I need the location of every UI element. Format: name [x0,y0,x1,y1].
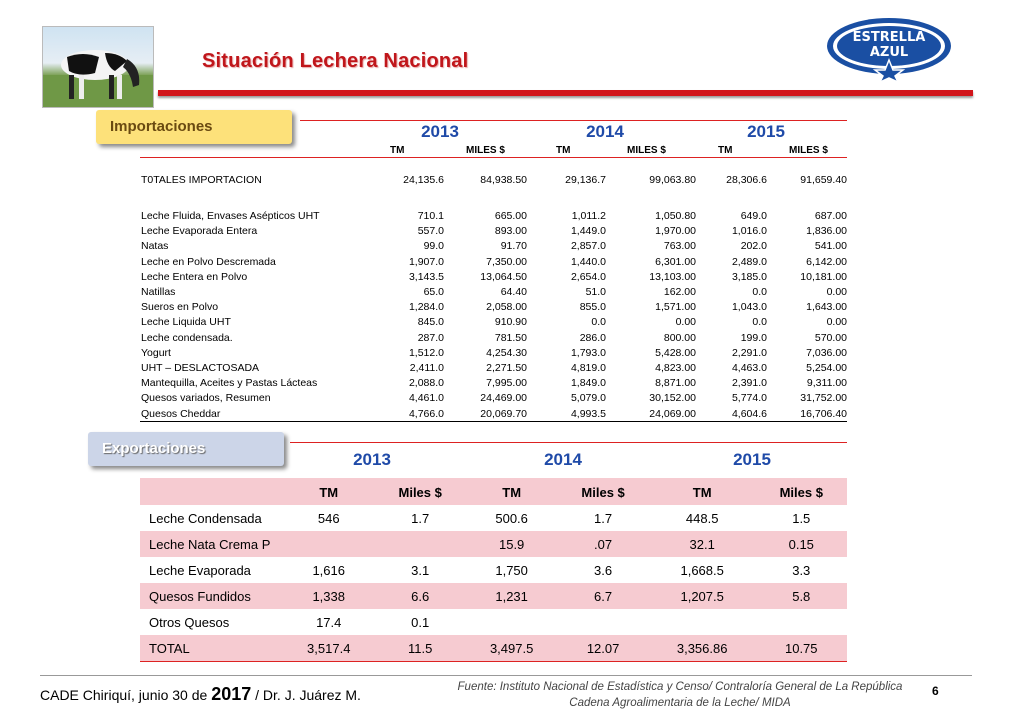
estrella-azul-logo [824,16,954,82]
table-row [140,557,847,583]
cell: 24,135.6 [403,174,444,186]
export-year-2014: 2014 [544,450,582,469]
cell: 1,338 [283,583,374,609]
cell: 2,654.0 [570,270,606,283]
cell: 2,857.0 [570,240,606,253]
cell: 3.3 [792,562,811,578]
import-top-line [300,120,847,121]
logo-text-azul: AZUL [869,45,909,60]
cell: 781.50 [494,331,527,344]
cell: 1,643.00 [806,301,847,314]
row-label: Leche Evaporada Entera [141,225,258,238]
row-label: Leche Fluida, Envases Asépticos UHT [141,210,320,222]
cell [557,609,648,635]
cell: 1,011.2 [571,210,606,222]
cell: 3,497.5 [466,635,557,662]
subheader-miles: MILES $ [789,145,828,156]
cell: 91.70 [500,240,527,253]
logo-text-estrella: ESTRELLA [852,30,926,45]
cell: 32.1 [649,531,756,557]
cell: 0.00 [826,286,847,298]
table-row [140,209,847,224]
row-label: UHT – DESLACTOSADA [141,362,260,374]
row-label: Natas [141,240,169,253]
cell: 0.0 [591,316,606,329]
cell: 4,766.0 [408,407,444,420]
tab-exportaciones: Exportaciones [88,432,284,466]
cell: 0.00 [826,316,847,329]
row-label: Quesos Cheddar [141,407,221,420]
cell: 99,063.80 [649,174,696,186]
cell: 1,907.0 [408,255,444,268]
cell: 12.07 [557,635,648,662]
header-miles: Miles $ [756,479,847,506]
cell: 649.0 [740,210,767,222]
cell [374,531,465,557]
cell: 11.5 [374,635,465,662]
subheader-tm: TM [390,145,405,156]
cell: 710.1 [417,210,444,222]
cell: 855.0 [579,301,606,314]
cell: 6,301.00 [655,255,696,268]
cell: 24,469.00 [480,392,527,405]
table-row [140,255,847,270]
cell: 5,428.00 [655,346,696,359]
cell: 4,463.0 [731,362,767,374]
table-row [140,285,847,300]
table-row [140,346,847,361]
import-subheader-row [140,143,847,158]
cell: 1,512.0 [408,346,444,359]
cell: 1,616 [312,562,345,578]
row-label: Quesos Fundidos [140,583,283,609]
cell: 4,254.30 [486,346,527,359]
cell: 51.0 [585,286,606,298]
cell: 199.0 [740,331,767,344]
cell: 6.7 [557,583,648,609]
import-year-2013: 2013 [421,122,459,141]
cell: .07 [557,531,648,557]
cell: 570.00 [814,331,847,344]
table-row [140,300,847,315]
cell: 1,440.0 [570,255,606,268]
row-label: Leche Liquida UHT [141,316,231,329]
cell: 2,489.0 [731,255,767,268]
row-label: Mantequilla, Aceites y Pastas Lácteas [141,377,318,390]
cell: 1,231 [466,583,557,609]
cell: 4,993.5 [570,407,606,420]
cell: 2,058.00 [486,301,527,314]
table-row [140,635,847,662]
cell: 4,823.00 [655,362,696,374]
cell: 845.0 [417,316,444,329]
table-row [140,531,847,557]
cell: 910.90 [494,316,527,329]
row-label: Leche en Polvo Descremada [141,255,276,268]
cell [466,609,557,635]
cell [756,609,847,635]
header-miles: Miles $ [374,479,465,506]
row-label: Yogurt [141,346,171,359]
export-table [140,478,847,662]
cell: 202.0 [740,240,767,253]
cell: 24,069.00 [649,407,696,420]
row-label: Leche Condensada [149,510,262,526]
cell: 3.6 [594,562,613,578]
cell: 1,284.0 [408,301,444,314]
row-label: Natillas [141,286,176,298]
import-subheader-line [140,157,847,158]
header-miles: Miles $ [557,479,648,506]
footer-divider [40,675,972,676]
export-top-line [290,442,847,443]
cell: 800.00 [663,331,696,344]
cell: 4,819.0 [570,362,606,374]
footer-credit-suffix: / Dr. J. Juárez M. [251,687,361,703]
cell: 6,142.00 [806,255,847,268]
import-year-2014: 2014 [586,122,624,141]
cell: 546 [317,510,340,526]
cell: 286.0 [579,331,606,344]
cell: 5,079.0 [570,392,606,405]
subheader-miles: MILES $ [466,145,505,156]
footer-source [430,679,930,711]
cell: 4,604.6 [731,407,767,420]
cell: 5.8 [756,583,847,609]
subheader-tm: TM [556,145,571,156]
cell: 1,050.80 [655,210,696,222]
table-row [140,505,847,531]
cell: 20,069.70 [480,407,527,420]
footer-credit-year: 2017 [211,684,252,704]
cell: 99.0 [423,240,444,253]
cell: 0.15 [756,531,847,557]
row-label: Leche Entera en Polvo [141,270,248,283]
cell: 10,181.00 [800,270,847,283]
cell: 0.1 [411,614,430,630]
row-label: Otros Quesos [149,614,230,630]
table-row [140,391,847,406]
cell: 2,271.50 [486,362,527,374]
cell: 557.0 [417,225,444,238]
cell: 541.00 [814,240,847,253]
table-row [140,239,847,254]
cell: 1,449.0 [570,225,606,238]
cell: 3,143.5 [408,270,444,283]
cell: 31,752.00 [800,392,847,405]
cell: 6.6 [374,583,465,609]
cell: 13,103.00 [649,270,696,283]
cell: 64.40 [500,286,527,298]
table-row [140,270,847,285]
cell: 84,938.50 [480,174,527,186]
cell: 28,306.6 [726,174,767,186]
cell: 1,750 [495,562,528,578]
row-label: T0TALES IMPORTACION [141,174,262,186]
source-line-1: Fuente: Instituto Nacional de Estadística y Censo/ Contraloría General de La República [457,681,903,693]
cell: 1.5 [792,510,811,526]
cell: 65.0 [423,286,444,298]
cell: 3,517.4 [283,635,374,662]
table-row [140,315,847,330]
cell: 5,774.0 [731,392,767,405]
header-blank [140,479,283,506]
footer-credit [40,684,361,705]
cell: 1,043.0 [731,301,767,314]
table-row [140,583,847,609]
cell: 0.00 [675,316,696,329]
cell: 5,254.00 [806,362,847,374]
cell: 3.1 [411,562,430,578]
table-row [140,609,847,635]
export-year-2015: 2015 [733,450,771,469]
tab-importaciones: Importaciones [96,110,292,144]
footer-credit-prefix: CADE Chiriquí, junio 30 de [40,687,212,703]
cell: 17.4 [316,614,342,630]
cell: 29,136.7 [565,174,606,186]
cell: 448.5 [685,510,719,526]
subheader-tm: TM [718,145,733,156]
cell: 1.7 [594,510,613,526]
cell: 763.00 [663,240,696,253]
cell: 3,185.0 [731,270,767,283]
cell: 1,849.0 [570,377,606,390]
cell: 1,016.0 [731,225,767,238]
cell: 1,571.00 [655,301,696,314]
cell: 2,391.0 [731,377,767,390]
cell: 665.00 [494,210,527,222]
export-table-body [140,505,847,662]
cell [649,609,756,635]
cell: 1,836.00 [806,225,847,238]
export-header-row [140,479,847,506]
table-row [140,331,847,346]
cell: 3,356.86 [649,635,756,662]
cell: 8,871.00 [655,377,696,390]
cell [283,531,374,557]
cell: 30,152.00 [649,392,696,405]
cell: 500.6 [495,510,528,526]
cell: 1,668.5 [680,562,724,578]
export-year-2013: 2013 [353,450,391,469]
cell: 1,207.5 [649,583,756,609]
cell: 15.9 [466,531,557,557]
import-year-2015: 2015 [747,122,785,141]
row-label: Sueros en Polvo [141,301,219,314]
cell: 91,659.40 [800,174,847,186]
header-tm: TM [466,479,557,506]
header-divider [158,90,973,96]
cell: 687.00 [814,210,847,222]
import-bottom-line [140,421,847,422]
cell: 2,411.0 [409,362,444,374]
cell: 7,995.00 [486,377,527,390]
row-label: Leche Nata Crema P [140,531,283,557]
page-title: Situación Lechera Nacional [202,50,469,72]
table-row [140,407,847,422]
cell: 7,036.00 [806,346,847,359]
cell: 13,064.50 [480,270,527,283]
cell: 9,311.00 [806,377,847,390]
page-number: 6 [932,684,939,698]
header-tm: TM [283,479,374,506]
cell: 1.7 [411,510,430,526]
table-row [140,361,847,376]
cell: 162.00 [663,286,696,298]
cow-photo [42,26,154,108]
source-line-2: Cadena Agroalimentaria de la Leche/ MIDA [569,697,791,709]
cell: 1,793.0 [570,346,606,359]
row-label: Leche condensada. [141,331,233,344]
table-row [140,376,847,391]
cell: 287.0 [417,331,444,344]
table-row [140,224,847,239]
cell: 0.0 [752,316,767,329]
cell: 0.0 [752,286,767,298]
row-label: TOTAL [140,635,283,662]
header-tm: TM [649,479,756,506]
cell: 893.00 [494,225,527,238]
row-label: Quesos variados, Resumen [141,392,271,405]
cell: 4,461.0 [408,392,444,405]
cell: 10.75 [756,635,847,662]
cell: 2,291.0 [731,346,767,359]
import-total-row [140,173,847,188]
cell: 7,350.00 [486,255,527,268]
cell: 2,088.0 [408,377,444,390]
cell: 1,970.00 [655,225,696,238]
subheader-miles: MILES $ [627,145,666,156]
cell: 16,706.40 [800,407,847,420]
row-label: Leche Evaporada [149,562,251,578]
